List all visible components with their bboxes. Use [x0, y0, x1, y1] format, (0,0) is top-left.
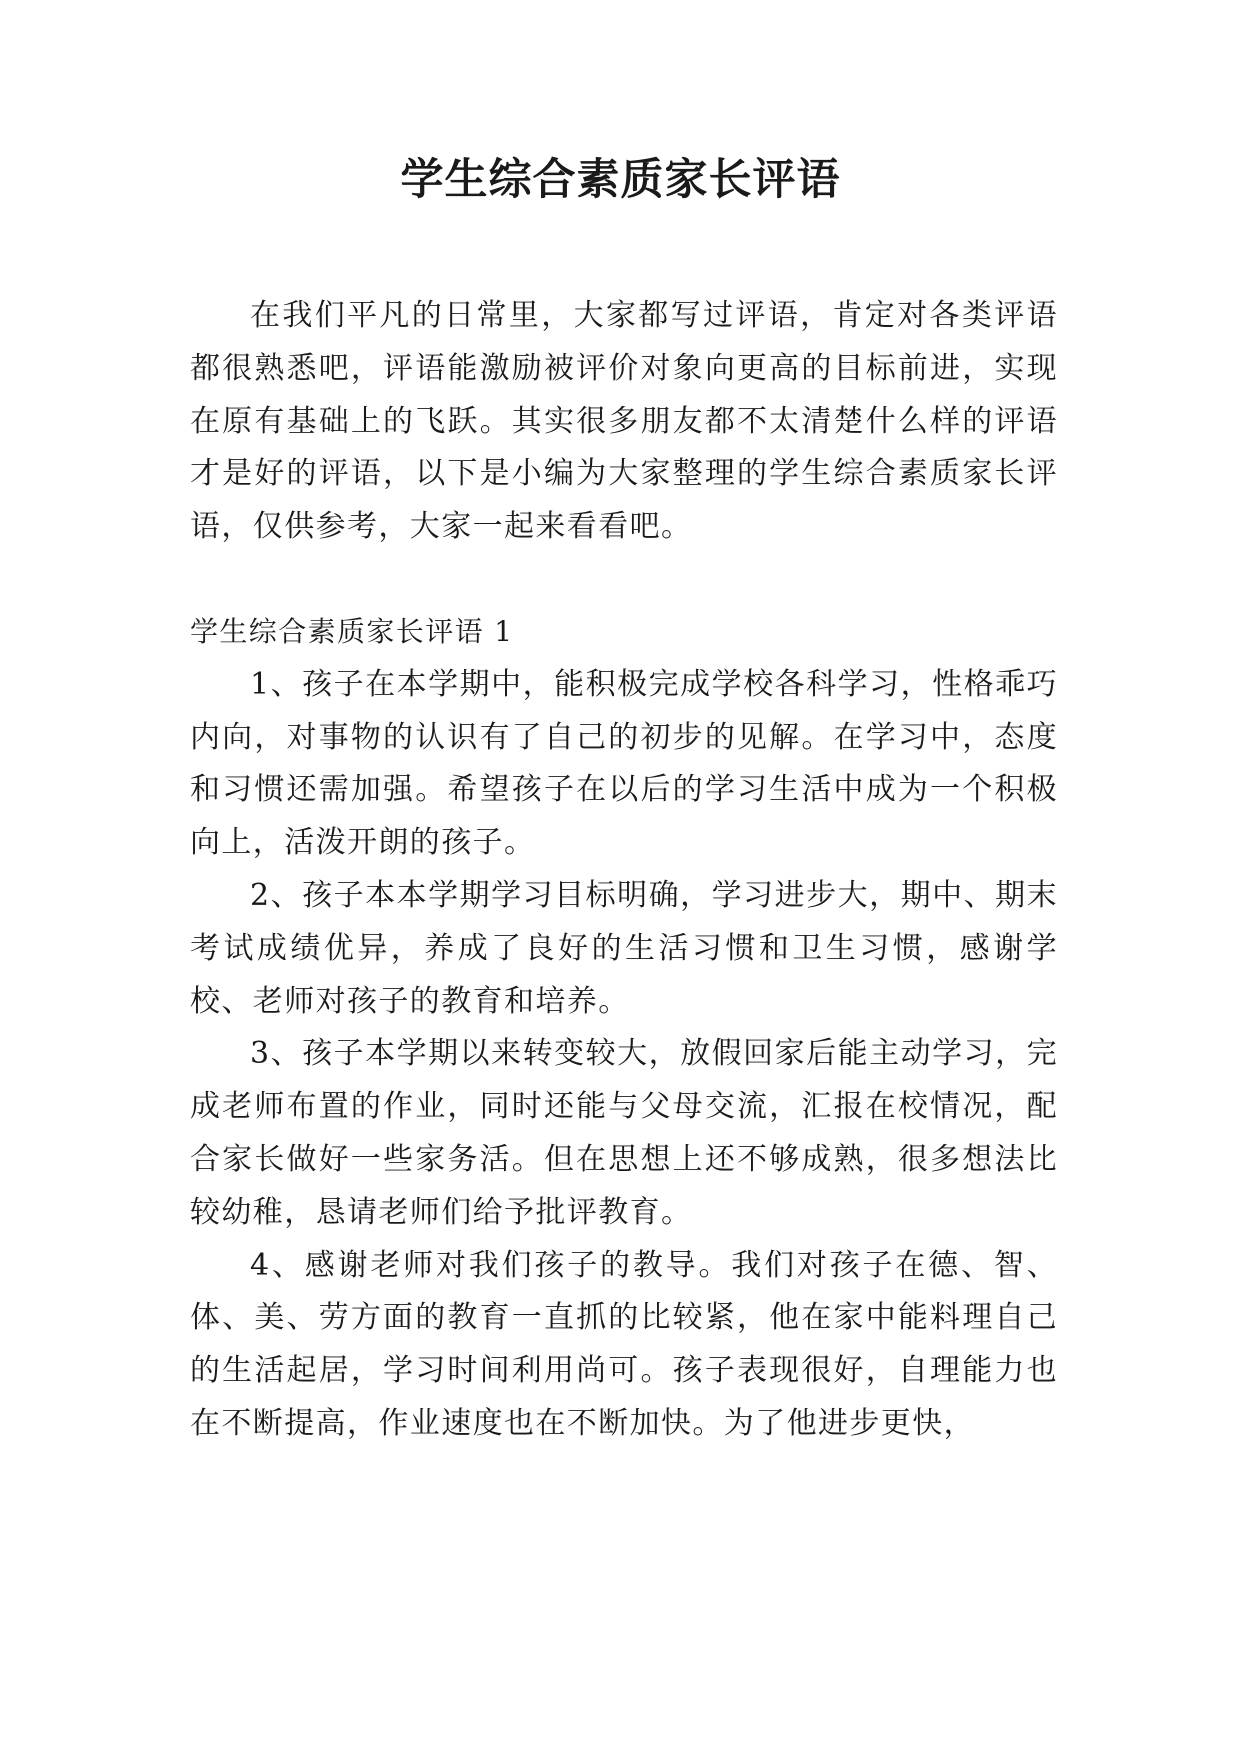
comment-item-4: 4、感谢老师对我们孩子的教导。我们对孩子在德、智、体、美、劳方面的教育一直抓的比较紧，他在家中能料理自己的生活起居，学习时间利用尚可。孩子表现很好，自理能力也在不断提高，作业速度也在不断加快。为了他进步更快， [190, 1247, 1058, 1441]
intro-paragraph: 在我们平凡的日常里，大家都写过评语，肯定对各类评语都很熟悉吧，评语能激励被评价对象向更高的目标前进，实现在原有基础上的飞跃。其实很多朋友都不太清楚什么样的评语才是好的评语，以下是小编为大家整理的学生综合素质家长评语，仅供参考，大家一起来看看吧。 [190, 298, 1058, 545]
comment-item-1: 1、孩子在本学期中，能积极完成学校各科学习，性格乖巧内向，对事物的认识有了自己的初步的见解。在学习中，态度和习惯还需加强。希望孩子在以后的学习生活中成为一个积极向上，活泼开朗的孩子。 [190, 666, 1058, 861]
comment-item-3: 3、孩子本学期以来转变较大，放假回家后能主动学习，完成老师布置的作业，同时还能与父母交流，汇报在校情况，配合家长做好一些家务活。但在思想上还不够成熟，很多想法比较幼稚，恳请老师们给予批评教育。 [190, 1036, 1058, 1230]
section-heading: 学生综合素质家长评语 1 [190, 614, 514, 648]
document-body [190, 290, 1058, 1451]
document-title: 学生综合素质家长评语 [400, 155, 841, 205]
comment-item-2: 2、孩子本本学期学习目标明确，学习进步大，期中、期末考试成绩优异，养成了良好的生活习惯和卫生习惯，感谢学校、老师对孩子的教育和培养。 [190, 877, 1058, 1019]
